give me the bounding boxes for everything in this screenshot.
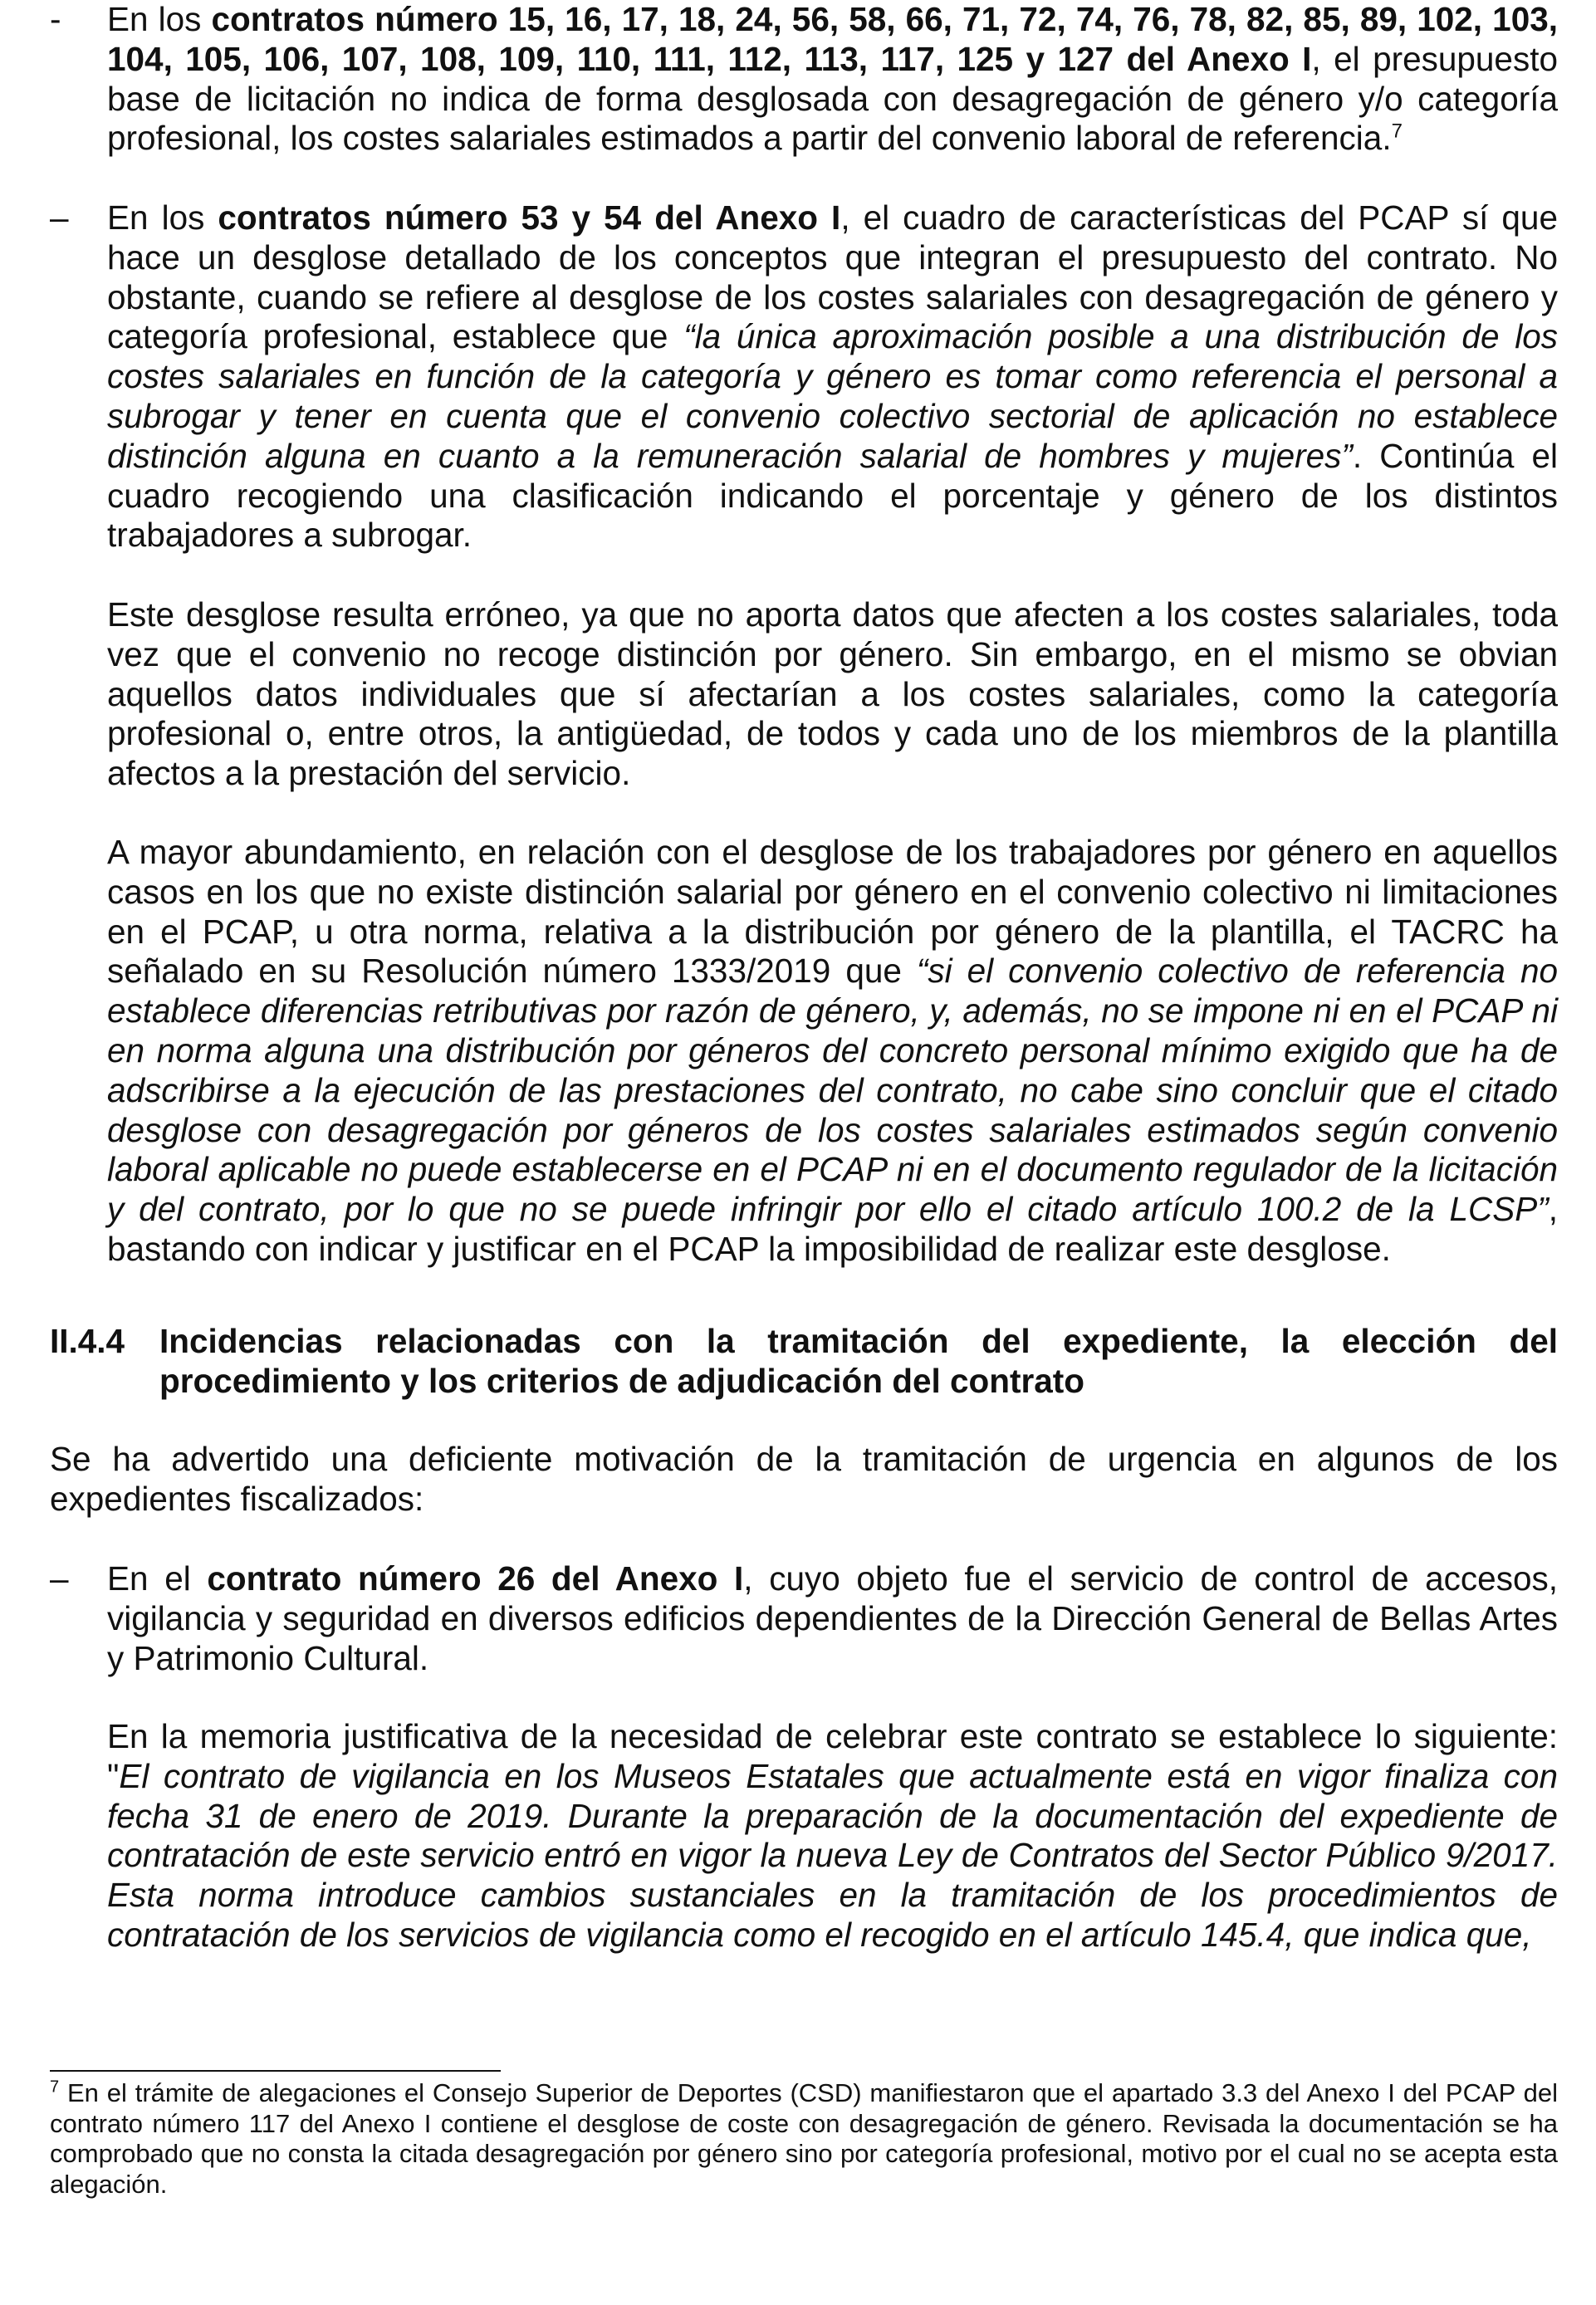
contracts-list-bold: contratos número 15, 16, 17, 18, 24, 56, 58, 66, 71, 72, 74, 76, 78, 82, 85, 89, 102, 103, 104, 105, 106, 107, 108, 109, 110, 111, 112, 113, 117, 125 y 127 del Anexo I	[107, 0, 1558, 78]
bullet-dash: –	[50, 1559, 69, 1598]
paragraph-contracts-53-54: – En los contratos número 53 y 54 del Anexo I, el cuadro de características del PCAP sí que hace un desglose detallado de los conceptos que integran el presupuesto del contrato. No obstante, cuando se refiere al desglose de los costes salariales con desagregación de género y categoría profesional, establece que “la única aproximación posible a una distribución de los costes salariales en función de la categoría y género es tomar como referencia el personal a subrogar y tener en cuenta que el convenio colectivo sectorial de aplicación no establece distinción alguna en cuanto a la remuneración salarial de hombres y mujeres”. Continúa el cuadro recogiendo una clasificación indicando el porcentaje y género de los distintos trabajadores a subrogar.	[50, 198, 1558, 555]
bullet-dash: –	[50, 198, 69, 237]
paragraph-tacrc: A mayor abundamiento, en relación con el desglose de los trabajadores por género en aquellos casos en los que no existe distinción salarial por género en el convenio colectivo ni limitaciones en el PCAP, u otra norma, relativa a la distribución por género de la plantilla, el TACRC ha señalado en su Resolución número 1333/2019 que “si el convenio colectivo de referencia no establece diferencias retributivas por razón de género, y, además, no se impone ni en el PCAP ni en norma alguna una distribución por géneros del concreto personal mínimo exigido que ha de adscribirse a la ejecución de las prestaciones del contrato, no cabe sino concluir que el citado desglose con desagregación por géneros de los costes salariales estimados según convenio laboral aplicable no puede establecerse en el PCAP ni en el documento regulador de la licitación y del contrato, por lo que no se puede infringir por ello el citado artículo 100.2 de la LCSP”, bastando con indicar y justificar en el PCAP la imposibilidad de realizar este desglose.	[107, 833, 1558, 1268]
footnote-text: En el trámite de alegaciones el Consejo Superior de Deportes (CSD) manifiestaron que el apartado 3.3 del Anexo I del PCAP del contrato número 117 del Anexo I contiene el desglose de coste con desagregación de género. Revisada la documentación se ha comprobado que no consta la citada desagregación por género sino por categoría profesional, motivo por el cual no se acepta esta alegación.	[50, 2078, 1558, 2199]
paragraph-contracts-list: - En los contratos número 15, 16, 17, 18, 24, 56, 58, 66, 71, 72, 74, 76, 78, 82, 85, 89, 102, 103, 104, 105, 106, 107, 108, 109, 110, 111, 112, 113, 117, 125 y 127 del Anexo I, el presupuesto base de licitación no indica de forma desglosada con desagregación de género y/o categoría profesional, los costes salariales estimados a partir del convenio laboral de referencia.$^7$	[50, 0, 1558, 158]
footnote-separator	[50, 2070, 501, 2072]
paragraph-desglose-erroneo: Este desglose resulta erróneo, ya que no aporta datos que afecten a los costes salariales, toda vez que el convenio no recoge distinción por género. Sin embargo, en el mismo se obvian aquellos datos individuales que sí afectarían a los costes salariales, como la categoría profesional o, entre otros, la antigüedad, de todos y cada uno de los miembros de la plantilla afectos a la prestación del servicio.	[107, 595, 1558, 793]
tacrc-quote-italic: “si el convenio colectivo de referencia no establece diferencias retributivas por razón de género, y, además, no se impone ni en el PCAP ni en norma alguna una distribución por géneros del concreto personal mínimo exigido que ha de adscribirse a la ejecución de las prestaciones del contrato, no cabe sino concluir que el citado desglose con desagregación por géneros de los costes salariales estimados según convenio laboral aplicable no puede establecerse en el PCAP ni en el documento regulador de la licitación y del contrato, por lo que no se puede infringir por ello el citado artículo 100.2 de la LCSP”	[107, 952, 1558, 1229]
footnote	[50, 2078, 1558, 2200]
section-heading	[50, 1322, 1558, 1402]
paragraph-memoria: En la memoria justificativa de la necesidad de celebrar este contrato se establece lo siguiente: "El contrato de vigilancia en los Museos Estatales que actualmente está en vigor finaliza con fecha 31 de enero de 2019. Durante la preparación de la documentación del expediente de contratación de este servicio entró en vigor la nueva Ley de Contratos del Sector Público 9/2017. Esta norma introduce cambios sustanciales en la tramitación de los procedimientos de contratación de los servicios de vigilancia como el recogido en el artículo 145.4, que indica que,	[107, 1717, 1558, 1954]
footnote-number: 7	[50, 2077, 60, 2097]
footnote-reference: 7	[1391, 120, 1403, 143]
paragraph-contract-26: – En el contrato número 26 del Anexo I, cuyo objeto fue el servicio de control de accesos, vigilancia y seguridad en diversos edificios dependientes de la Dirección General de Bellas Artes y Patrimonio Cultural.	[50, 1559, 1558, 1677]
section-title: Incidencias relacionadas con la tramitación del expediente, la elección del procedimiento y los criterios de adjudicación del contrato	[159, 1322, 1558, 1400]
bullet-hyphen: -	[50, 0, 61, 38]
paragraph-urgencia: Se ha advertido una deficiente motivación de la tramitación de urgencia en algunos de los expedientes fiscalizados:	[50, 1440, 1558, 1518]
quote-italic: “la única aproximación posible a una distribución de los costes salariales en función de la categoría y género es tomar como referencia el personal a subrogar y tener en cuenta que el convenio colectivo sectorial de aplicación no establece distinción alguna en cuanto a la remuneración salarial de hombres y mujeres”	[107, 317, 1558, 475]
memoria-quote-italic: El contrato de vigilancia en los Museos Estatales que actualmente está en vigor finaliza con fecha 31 de enero de 2019. Durante la preparación de la documentación del expediente de contratación de este servicio entró en vigor la nueva Ley de Contratos del Sector Público 9/2017. Esta norma introduce cambios sustanciales en la tramitación de los procedimientos de contratación de los servicios de vigilancia como el recogido en el artículo 145.4, que indica que,	[107, 1756, 1558, 1954]
section-number: II.4.4	[50, 1322, 125, 1360]
